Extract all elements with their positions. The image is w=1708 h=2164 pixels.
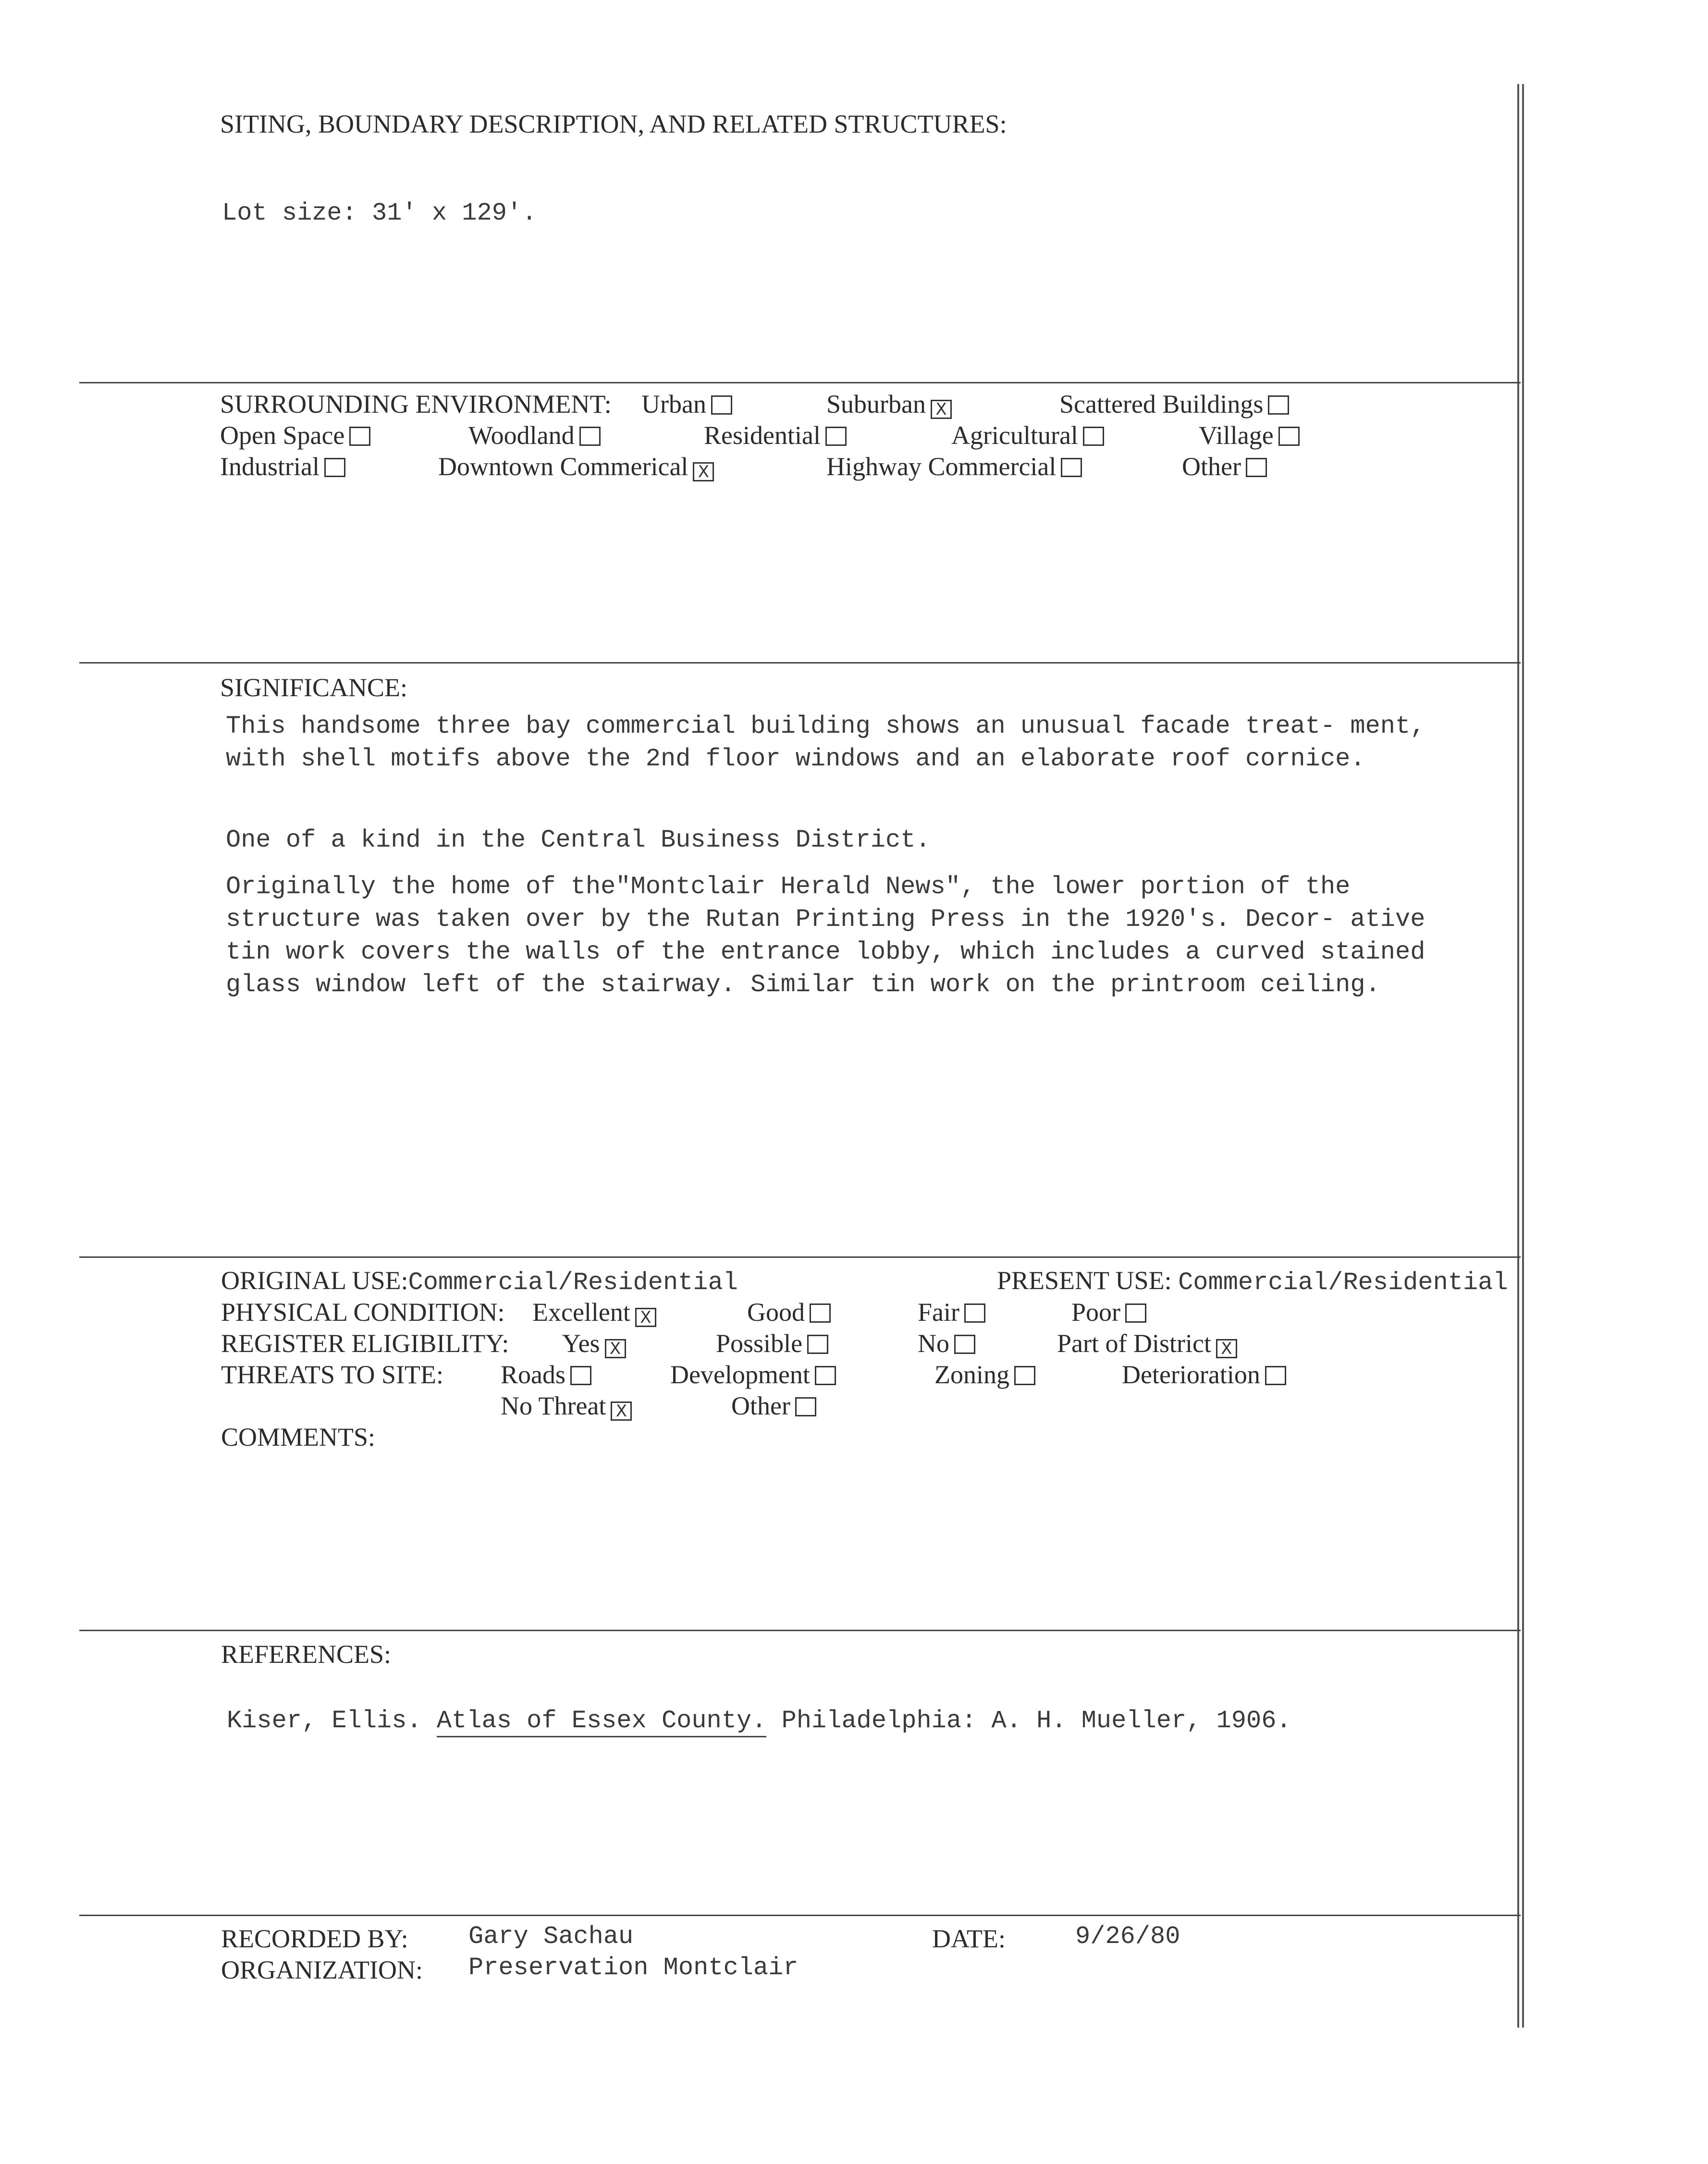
condition-good-checkbox[interactable] [810, 1303, 831, 1323]
condition-fair: Fair [918, 1296, 985, 1328]
threats-label: THREATS TO SITE: [221, 1360, 444, 1389]
comments-label: COMMENTS: [221, 1423, 376, 1451]
reference-entry [227, 1705, 1291, 1737]
env-suburban-checkbox[interactable]: X [931, 400, 952, 419]
recorded-by-label: RECORDED BY: [221, 1924, 408, 1953]
env-woodland-checkbox[interactable] [579, 427, 601, 446]
references-heading: REFERENCES: [221, 1640, 392, 1669]
section-divider [79, 382, 1521, 383]
section-divider [79, 1915, 1521, 1916]
threat-roads-checkbox[interactable] [570, 1366, 591, 1385]
condition-good: Good [747, 1296, 831, 1328]
threat-deterioration: Deterioration [1122, 1359, 1286, 1390]
eligibility-yes: Yes X [562, 1328, 626, 1359]
reference-publisher: Philadelphia: A. H. Mueller, 1906. [781, 1707, 1291, 1735]
eligibility-no: No [918, 1328, 975, 1359]
eligibility-district-checkbox[interactable]: X [1216, 1339, 1237, 1358]
threat-development-checkbox[interactable] [815, 1366, 836, 1385]
date-label: DATE: [932, 1924, 1006, 1953]
env-urban-checkbox[interactable] [711, 395, 732, 415]
condition-fair-checkbox[interactable] [964, 1303, 985, 1323]
original-use-value: Commercial/Residential [408, 1268, 738, 1297]
organization-value: Preservation Montclair [468, 1954, 799, 1982]
condition-label: PHYSICAL CONDITION: [221, 1298, 505, 1327]
eligibility-possible-checkbox[interactable] [807, 1335, 828, 1354]
threat-other-checkbox[interactable] [795, 1397, 816, 1416]
env-woodland: Woodland [468, 419, 601, 451]
present-use-value: Commercial/Residential [1178, 1268, 1508, 1297]
present-use: PRESENT USE: Commercial/Residential [997, 1266, 1508, 1297]
eligibility-possible: Possible [716, 1328, 828, 1359]
significance-paragraph-3: Originally the home of the"Montclair Herald News", the lower portion of the structure was taken over by the Rutan Printing Press in the 1920's. Decor- ative tin work covers the walls of the entrance lobby, which includes a curved stained glass window left of the stairway. Similar tin work on the printroom ceiling. [226, 873, 1425, 999]
threat-zoning: Zoning [934, 1359, 1035, 1390]
threat-no-threat: No Threat X [501, 1390, 632, 1422]
env-other: Other [1182, 451, 1267, 482]
reference-author: Kiser, Ellis. [227, 1707, 422, 1735]
eligibility-district: Part of District X [1057, 1328, 1237, 1359]
env-scattered: Scattered Buildings [1059, 388, 1289, 420]
condition-poor-checkbox[interactable] [1125, 1303, 1146, 1323]
env-open-space-checkbox[interactable] [349, 427, 370, 446]
threat-development: Development [670, 1359, 836, 1390]
env-industrial: Industrial [220, 451, 345, 482]
environment-heading: SURROUNDING ENVIRONMENT: [220, 390, 612, 418]
condition-excellent: Excellent X [532, 1296, 656, 1328]
env-industrial-checkbox[interactable] [324, 458, 345, 477]
section-divider [79, 1630, 1521, 1631]
env-residential-checkbox[interactable] [825, 427, 847, 446]
env-suburban: Suburban X [826, 388, 952, 420]
organization-label: ORGANIZATION: [221, 1955, 423, 1984]
threat-deterioration-checkbox[interactable] [1265, 1366, 1286, 1385]
right-border-rule-inner [1522, 84, 1524, 2028]
env-residential: Residential [704, 419, 847, 451]
eligibility-no-checkbox[interactable] [954, 1335, 975, 1354]
env-open-space: Open Space [220, 419, 370, 451]
threat-other: Other [731, 1390, 816, 1422]
eligibility-yes-checkbox[interactable]: X [605, 1339, 626, 1358]
env-highway-checkbox[interactable] [1061, 458, 1082, 477]
condition-excellent-checkbox[interactable]: X [635, 1308, 656, 1327]
env-village-checkbox[interactable] [1278, 427, 1300, 446]
significance-paragraph-2: One of a kind in the Central Business District. [226, 826, 931, 854]
section-divider [79, 1256, 1521, 1258]
env-downtown: Downtown Commerical X [438, 451, 714, 482]
threat-roads: Roads [501, 1359, 591, 1390]
significance-heading: SIGNIFICANCE: [220, 673, 408, 702]
original-use: ORIGINAL USE:Commercial/Residential [221, 1266, 738, 1297]
env-highway: Highway Commercial [826, 451, 1082, 482]
env-agricultural: Agricultural [951, 419, 1104, 451]
threat-zoning-checkbox[interactable] [1014, 1366, 1035, 1385]
eligibility-label: REGISTER ELIGIBILITY: [221, 1329, 509, 1358]
reference-title: Atlas of Essex County. [437, 1707, 767, 1737]
lot-size: Lot size: 31' x 129'. [222, 199, 537, 227]
env-urban: Urban [641, 388, 732, 420]
siting-heading: SITING, BOUNDARY DESCRIPTION, AND RELATED STRUCTURES: [220, 110, 1007, 138]
significance-paragraph-1: This handsome three bay commercial building shows an unusual facade treat- ment, with shell motifs above the 2nd floor windows and an elaborate roof cornice. [226, 712, 1425, 773]
recorded-by-value: Gary Sachau [468, 1922, 634, 1951]
threat-no-threat-checkbox[interactable]: X [611, 1402, 632, 1421]
condition-poor: Poor [1071, 1296, 1146, 1328]
date-value: 9/26/80 [1075, 1922, 1180, 1951]
env-downtown-checkbox[interactable]: X [693, 462, 714, 481]
right-border-rule [1517, 84, 1519, 2028]
env-scattered-checkbox[interactable] [1268, 395, 1289, 415]
section-divider [79, 662, 1521, 664]
env-village: Village [1199, 419, 1300, 451]
env-other-checkbox[interactable] [1246, 458, 1267, 477]
env-agricultural-checkbox[interactable] [1083, 427, 1104, 446]
